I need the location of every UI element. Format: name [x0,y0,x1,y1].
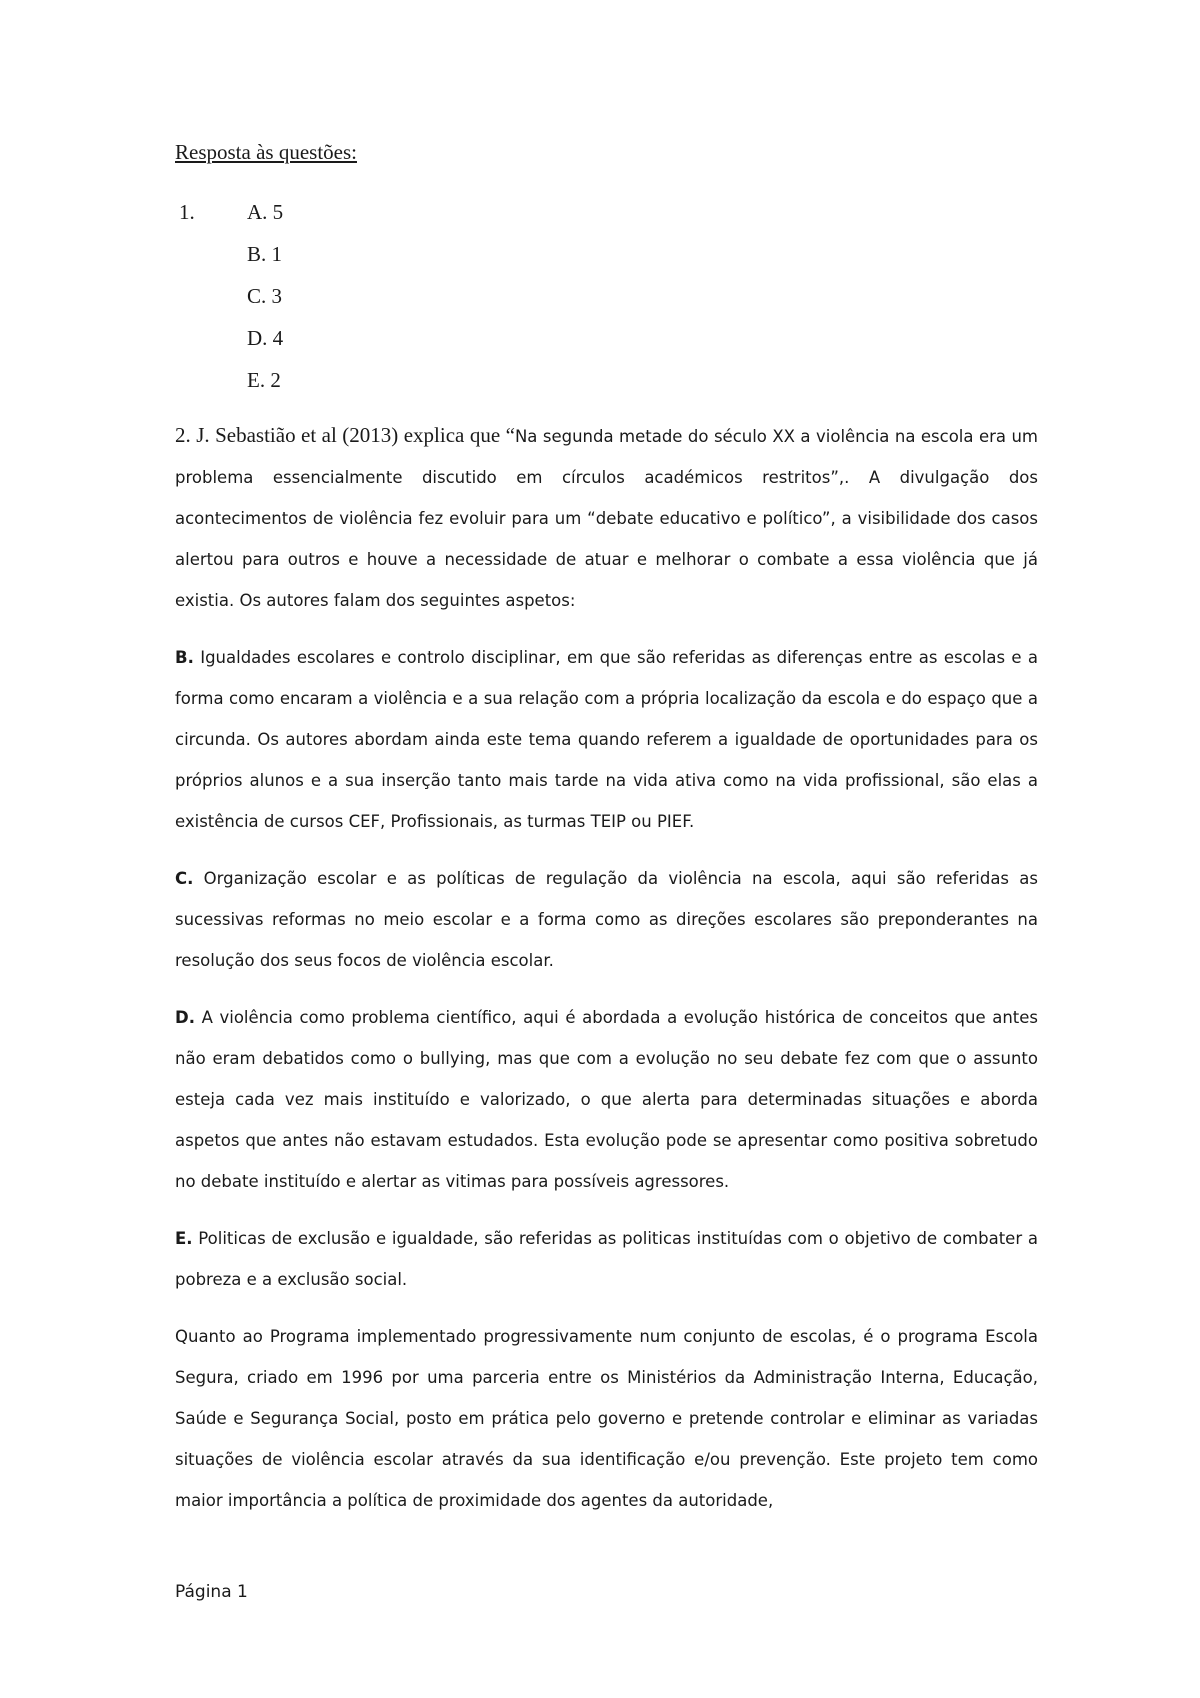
programa-paragraph: Quanto ao Programa implementado progressivamente num conjunto de escolas, é o programa Escola Segura, criado em 1996 por uma parceria entre os Ministérios da Administração Interna, Educação, Saúde e Segurança Social, posto em prática pelo governo e pretende controlar e eliminar as variadas situações de violência escolar através da sua identificação e/ou prevenção. Este projeto tem como maior importância a política de proximidade dos agentes da autoridade, [175,1327,1038,1510]
aspect-e-text: Politicas de exclusão e igualdade, são referidas as politicas instituídas com o objetivo de combater a pobreza e a exclusão social. [175,1229,1038,1289]
answer-d: D. 4 [247,326,284,350]
list-item [175,233,1038,275]
aspect-d-paragraph [175,997,1038,1202]
question-2-lead: 2. J. Sebastião et al (2013) explica que “ [175,423,515,447]
list-item [175,317,1038,359]
answer-a: A. 5 [247,200,284,224]
list-item [175,275,1038,317]
aspect-e-key: E. [175,1229,193,1248]
question-1-number: 1. [179,200,195,224]
aspect-b-key: B. [175,648,194,667]
page-heading: Resposta às questões: [175,140,357,164]
aspect-b-paragraph [175,637,1038,842]
answer-b: B. 1 [247,242,283,266]
question-1-answers [175,191,1038,401]
aspect-c-paragraph [175,858,1038,981]
question-2-intro-text: Na segunda metade do século XX a violência na escola era um problema essencialmente discutido em círculos académicos restritos”,. A divulgação dos acontecimentos de violência fez evoluir para um “debate educativo e político”, a visibilidade dos casos alertou para outros e houve a necessidade de atuar e melhorar o combate a essa violência que já existia. Os autores falam dos seguintes aspetos: [175,427,1038,610]
page-number-footer: Página 1 [175,1582,248,1602]
list-item [175,359,1038,401]
aspect-b-text: Igualdades escolares e controlo disciplinar, em que são referidas as diferenças entre as escolas e a forma como encaram a violência e a sua relação com a própria localização da escola e do espaço que a circunda. Os autores abordam ainda este tema quando referem a igualdade de oportunidades para os próprios alunos e a sua inserção tanto mais tarde na vida ativa como na vida profissional, são elas a existência de cursos CEF, Profissionais, as turmas TEIP ou PIEF. [175,648,1038,831]
aspect-c-key: C. [175,869,194,888]
aspect-c-text: Organização escolar e as políticas de regulação da violência na escola, aqui são referidas as sucessivas reformas no meio escolar e a forma como as direções escolares são preponderantes na resolução dos seus focos de violência escolar. [175,869,1038,970]
answer-c: C. 3 [247,284,283,308]
aspect-d-text: A violência como problema científico, aqui é abordada a evolução histórica de conceitos que antes não eram debatidos como o bullying, mas que com a evolução no seu debate fez com que o assunto esteja cada vez mais instituído e valorizado, o que alerta para determinadas situações e aborda aspetos que antes não estavam estudados. Esta evolução pode se apresentar como positiva sobretudo no debate instituído e alertar as vitimas para possíveis agressores. [175,1008,1038,1191]
answer-e: E. 2 [247,368,281,392]
page-content [175,140,1038,1537]
aspect-d-key: D. [175,1008,195,1027]
aspect-e-paragraph [175,1218,1038,1300]
question-2-intro [175,415,1038,621]
list-item [175,191,1038,233]
